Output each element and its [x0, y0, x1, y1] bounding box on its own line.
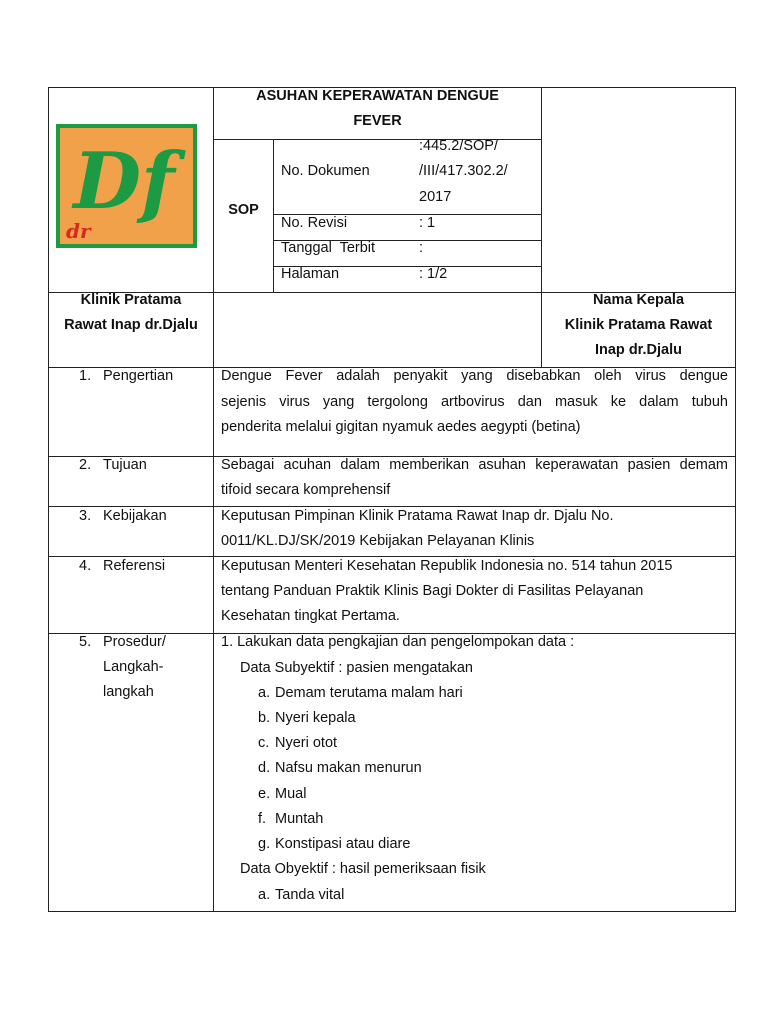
no-dokumen-label: No. Dokumen: [281, 163, 370, 179]
section-label: Pengertian: [103, 368, 174, 384]
logo-letters: Df: [73, 136, 175, 227]
clinic-name-line2: Rawat Inap dr.Djalu: [64, 317, 198, 333]
list-item-letter: e.: [258, 786, 271, 802]
no-dokumen-value-line3: 2017: [419, 189, 452, 205]
list-item-letter: a.: [258, 887, 271, 903]
document-title-line2: FEVER: [353, 113, 402, 129]
section-label: Kebijakan: [103, 508, 167, 524]
subjective-heading: Data Subyektif : pasien mengatakan: [240, 660, 473, 676]
head-of-clinic-line1: Nama Kepala: [592, 292, 685, 308]
objective-heading: Data Obyektif : hasil pemeriksaan fisik: [240, 861, 486, 877]
section-text-line: 0011/KL.DJ/SK/2019 Kebijakan Pelayanan Klinis: [221, 533, 535, 549]
head-of-clinic-line3: Inap dr.Djalu: [594, 342, 682, 358]
section-text-line: Kesehatan tingkat Pertama.: [221, 608, 400, 624]
list-item-text: Demam terutama malam hari: [275, 685, 463, 701]
no-revisi-label: No. Revisi: [281, 215, 348, 231]
section-label: Referensi: [103, 558, 166, 574]
logo-small-text: dr: [66, 219, 91, 243]
clinic-name-line1: Klinik Pratama: [80, 292, 182, 308]
list-item-text: Muntah: [275, 811, 324, 827]
list-item-text: Tanda vital: [275, 887, 345, 903]
section-label: langkah: [103, 684, 154, 700]
table-divider: [273, 139, 274, 292]
halaman-label: Halaman: [281, 266, 340, 282]
section-label: Tujuan: [103, 457, 147, 473]
sop-label: SOP: [228, 202, 259, 218]
list-item-text: Nafsu makan menurun: [275, 760, 422, 776]
section-number: 3.: [79, 508, 92, 524]
section-number: 2.: [79, 457, 92, 473]
list-item-letter: c.: [258, 735, 270, 751]
list-item-letter: a.: [258, 685, 271, 701]
section-text-line: Keputusan Menteri Kesehatan Republik Indonesia no. 514 tahun 2015: [221, 558, 673, 574]
list-item-letter: f.: [258, 811, 267, 827]
section-text-line: sejenis virus yang tergolong artbovirus dan masuk ke dalam tubuh: [221, 394, 728, 410]
list-item-letter: b.: [258, 710, 271, 726]
tanggal-terbit-value: :: [419, 240, 424, 256]
table-border-right: [735, 87, 736, 912]
section-text-line: Keputusan Pimpinan Klinik Pratama Rawat Inap dr. Djalu No.: [221, 508, 614, 524]
table-border-left: [48, 87, 49, 912]
no-dokumen-value-line2: /III/417.302.2/: [419, 163, 508, 179]
halaman-value: : 1/2: [419, 266, 448, 282]
section-text-line: tifoid secara komprehensif: [221, 482, 391, 498]
list-item-text: Konstipasi atau diare: [275, 836, 411, 852]
document-title-line1: ASUHAN KEPERAWATAN DENGUE: [256, 88, 499, 104]
list-item-text: Nyeri kepala: [275, 710, 356, 726]
section-label: Prosedur/: [103, 634, 166, 650]
section-text-line: tentang Panduan Praktik Klinis Bagi Dokter di Fasilitas Pelayanan: [221, 583, 644, 599]
section-number: 5.: [79, 634, 92, 650]
no-dokumen-value-line1: :445.2/SOP/: [419, 138, 498, 154]
list-item-letter: g.: [258, 836, 271, 852]
section-text-line: penderita melalui gigitan nyamuk aedes aegypti (betina): [221, 419, 581, 435]
section-number: 4.: [79, 558, 92, 574]
list-item-text: Nyeri otot: [275, 735, 338, 751]
section-text-line: Sebagai acuhan dalam memberikan asuhan keperawatan pasien demam: [221, 457, 728, 473]
section-text-line: Dengue Fever adalah penyakit yang disebabkan oleh virus dengue: [221, 368, 728, 384]
clinic-logo: [56, 124, 197, 248]
list-item-text: Mual: [275, 786, 307, 802]
table-border-bottom: [48, 911, 736, 912]
no-revisi-value: : 1: [419, 215, 436, 231]
head-of-clinic-line2: Klinik Pratama Rawat: [564, 317, 713, 333]
section-number: 1.: [79, 368, 92, 384]
list-item-letter: d.: [258, 760, 271, 776]
section-label: Langkah-: [103, 659, 164, 675]
procedure-step: 1. Lakukan data pengkajian dan pengelompokan data :: [221, 634, 575, 650]
tanggal-terbit-label: Tanggal Terbit: [281, 240, 376, 256]
